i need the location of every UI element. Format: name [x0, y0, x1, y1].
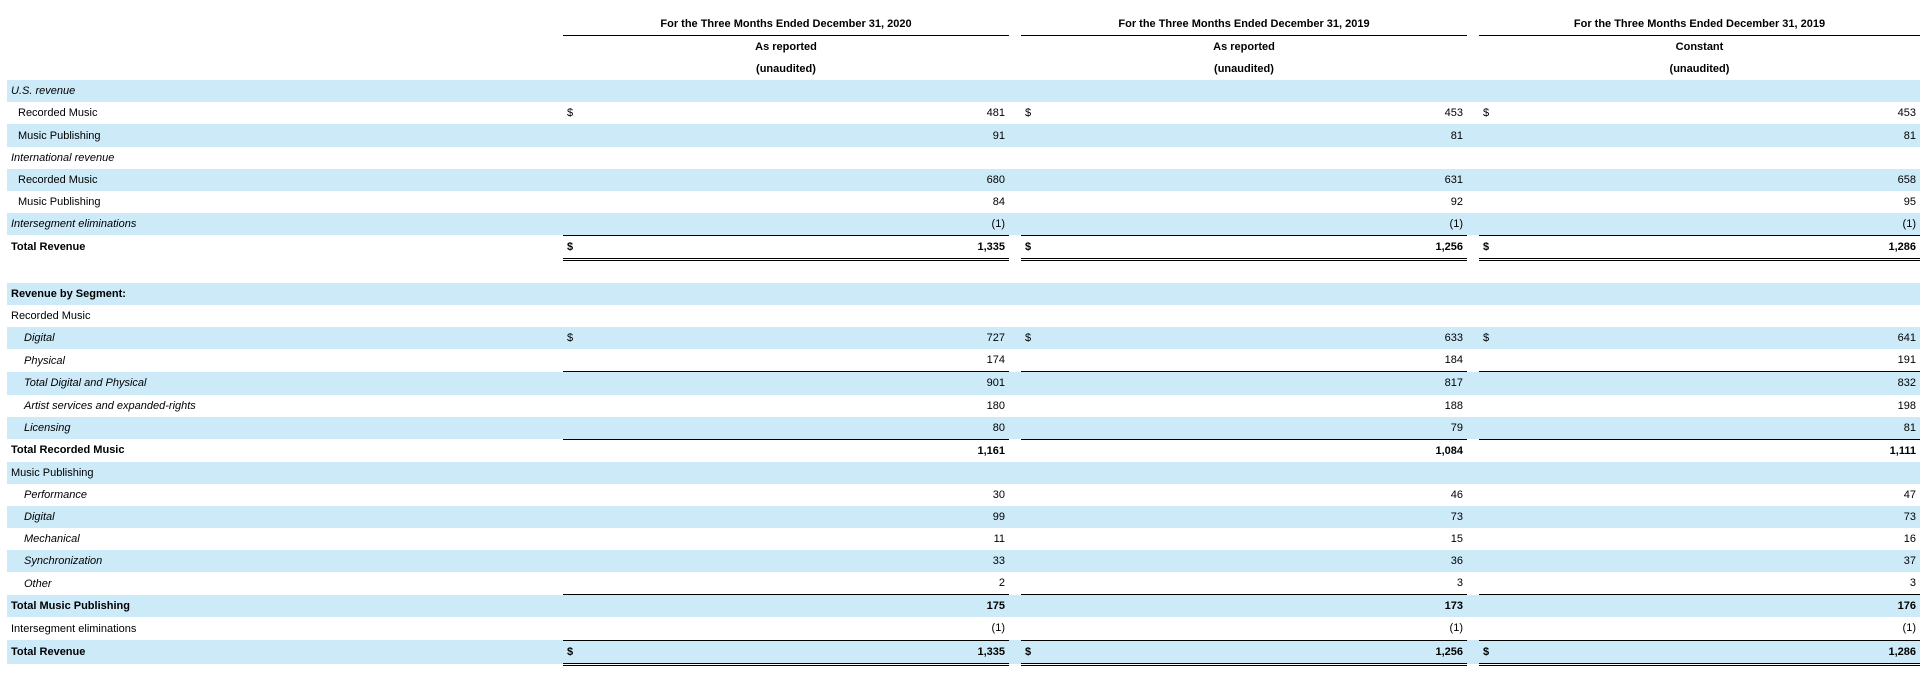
cell-value: 1,084	[1067, 439, 1467, 462]
table-row	[7, 462, 1920, 484]
col-header-note: (unaudited)	[756, 63, 816, 76]
currency-symbol: $	[1025, 107, 1032, 120]
table-body	[7, 80, 1920, 664]
cell-value: 631	[1444, 173, 1463, 186]
cell-value: 188	[1444, 399, 1463, 412]
column-gap	[1009, 484, 1021, 506]
row-label: Total Music Publishing	[11, 600, 130, 613]
column-gap	[1009, 572, 1021, 595]
currency-symbol	[1479, 372, 1525, 395]
cell-value	[1067, 283, 1467, 305]
currency-symbol: $	[563, 640, 609, 664]
currency-symbol: $	[567, 332, 574, 345]
currency-symbol	[1479, 80, 1525, 102]
currency-symbol	[1021, 305, 1067, 327]
cell-value	[609, 147, 1009, 169]
row-label: Total Revenue	[11, 646, 86, 659]
row-label: Performance	[24, 488, 87, 501]
col-header-basis: As reported	[755, 41, 817, 54]
column-gap	[1467, 484, 1479, 506]
table-row	[7, 283, 1920, 305]
cell-value	[609, 305, 1009, 327]
cell-value	[609, 462, 1009, 484]
cell-value: 47	[1903, 488, 1916, 501]
column-gap	[1009, 417, 1021, 440]
table-row	[7, 260, 1920, 284]
column-gap	[1009, 372, 1021, 395]
header-period-row	[7, 13, 1920, 36]
column-gap	[1467, 213, 1479, 236]
currency-symbol	[1021, 191, 1067, 213]
row-label: Intersegment eliminations	[11, 218, 137, 231]
column-gap	[1009, 191, 1021, 213]
column-gap	[1467, 439, 1479, 462]
column-gap	[1467, 191, 1479, 213]
column-gap	[1467, 528, 1479, 550]
col-header-period: For the Three Months Ended December 31, 2020	[563, 13, 1009, 36]
currency-symbol	[1479, 283, 1525, 305]
table-row	[7, 349, 1920, 372]
currency-symbol	[1479, 147, 1525, 169]
column-gap	[1467, 327, 1479, 349]
column-gap	[1467, 595, 1479, 618]
column-gap	[1009, 617, 1021, 640]
currency-symbol	[1479, 124, 1525, 146]
row-label: Physical	[24, 354, 65, 367]
table-row	[7, 305, 1920, 327]
cell-value	[1067, 462, 1467, 484]
row-label: Recorded Music	[11, 310, 91, 323]
cell-value: 1,161	[609, 439, 1009, 462]
currency-symbol	[1021, 506, 1067, 528]
table-row	[7, 395, 1920, 417]
cell-value: 174	[986, 354, 1005, 367]
cell-value	[1525, 305, 1920, 327]
cell-value: 901	[609, 372, 1009, 395]
row-label: Digital	[24, 332, 55, 345]
column-gap	[1009, 528, 1021, 550]
currency-symbol	[563, 528, 609, 550]
cell-value	[609, 283, 1009, 305]
column-gap	[1467, 260, 1479, 284]
currency-symbol	[1021, 595, 1067, 618]
currency-symbol	[1479, 417, 1525, 440]
cell-value: (1)	[1902, 217, 1916, 230]
currency-symbol	[563, 617, 609, 640]
table-row	[7, 640, 1920, 664]
currency-symbol	[563, 283, 609, 305]
cell-value: 1,286	[1525, 640, 1920, 664]
currency-symbol	[563, 372, 609, 395]
cell-value: 1,256	[1067, 235, 1467, 259]
row-label: Licensing	[24, 421, 71, 434]
column-gap	[1009, 395, 1021, 417]
column-gap	[1009, 640, 1021, 664]
column-gap	[1467, 349, 1479, 372]
column-gap	[1009, 260, 1021, 284]
cell-value: (1)	[1902, 622, 1916, 635]
currency-symbol: $	[1025, 332, 1032, 345]
cell-value: 3	[1456, 577, 1463, 590]
cell-value: 184	[1444, 354, 1463, 367]
column-gap	[1009, 327, 1021, 349]
currency-symbol	[563, 349, 609, 372]
cell-value: 175	[609, 595, 1009, 618]
column-gap	[1009, 349, 1021, 372]
column-gap	[1467, 102, 1479, 124]
cell-value: (1)	[991, 622, 1005, 635]
cell-value: 2	[998, 577, 1005, 590]
currency-symbol: $	[563, 235, 609, 259]
cell-value: 73	[1450, 511, 1463, 524]
col-header-period: For the Three Months Ended December 31, 2019	[1021, 13, 1467, 36]
cell-value	[1525, 260, 1920, 284]
currency-symbol: $	[1483, 107, 1490, 120]
cell-value: (1)	[991, 217, 1005, 230]
cell-value: 37	[1903, 555, 1916, 568]
currency-symbol	[1021, 260, 1067, 284]
currency-symbol	[1021, 124, 1067, 146]
currency-symbol	[563, 260, 609, 284]
row-label: Revenue by Segment:	[11, 288, 126, 301]
table-row	[7, 124, 1920, 146]
cell-value: 633	[1444, 332, 1463, 345]
column-gap	[1009, 550, 1021, 572]
currency-symbol	[1021, 528, 1067, 550]
currency-symbol: $	[1021, 235, 1067, 259]
row-label: Recorded Music	[18, 173, 98, 186]
row-label: Other	[24, 577, 52, 590]
row-label: Artist services and expanded-rights	[24, 399, 196, 412]
currency-symbol	[1479, 550, 1525, 572]
currency-symbol	[563, 506, 609, 528]
currency-symbol: $	[1021, 640, 1067, 664]
column-gap	[1467, 395, 1479, 417]
cell-value: 99	[992, 511, 1005, 524]
column-gap	[1009, 439, 1021, 462]
currency-symbol	[1479, 572, 1525, 595]
cell-value	[1067, 305, 1467, 327]
currency-symbol	[1479, 349, 1525, 372]
cell-value: 15	[1450, 533, 1463, 546]
cell-value: 16	[1903, 533, 1916, 546]
row-label: Recorded Music	[18, 107, 98, 120]
column-gap	[1467, 550, 1479, 572]
currency-symbol	[563, 395, 609, 417]
cell-value	[1525, 462, 1920, 484]
row-label: Mechanical	[24, 533, 80, 546]
row-label: Total Digital and Physical	[24, 377, 147, 390]
currency-symbol	[1479, 462, 1525, 484]
cell-value: 91	[992, 129, 1005, 142]
cell-value: 11	[993, 533, 1005, 546]
currency-symbol	[1479, 617, 1525, 640]
currency-symbol	[1021, 550, 1067, 572]
column-gap	[1467, 372, 1479, 395]
col-header-note: (unaudited)	[1214, 63, 1274, 76]
cell-value: 1,286	[1525, 235, 1920, 259]
revenue-table	[7, 13, 1920, 666]
cell-value: 658	[1897, 173, 1916, 186]
currency-symbol	[1021, 395, 1067, 417]
currency-symbol	[1021, 80, 1067, 102]
column-gap	[1009, 213, 1021, 236]
cell-value: 176	[1525, 595, 1920, 618]
column-gap	[1009, 305, 1021, 327]
cell-value: 1,111	[1525, 439, 1920, 462]
cell-value: 80	[992, 421, 1005, 434]
currency-symbol	[1479, 213, 1525, 236]
currency-symbol	[1021, 283, 1067, 305]
cell-value: 481	[986, 107, 1005, 120]
currency-symbol	[563, 213, 609, 236]
table-row	[7, 595, 1920, 618]
header-note-row	[7, 58, 1920, 80]
cell-value: 81	[1903, 129, 1916, 142]
currency-symbol	[1021, 147, 1067, 169]
cell-value	[1525, 147, 1920, 169]
row-label: U.S. revenue	[11, 85, 76, 98]
col-header-period: For the Three Months Ended December 31, 2019	[1479, 13, 1920, 36]
cell-value: 817	[1067, 372, 1467, 395]
cell-value: 79	[1450, 421, 1463, 434]
cell-value: 1,335	[609, 235, 1009, 259]
cell-value: 641	[1897, 332, 1916, 345]
column-gap	[1467, 305, 1479, 327]
table-row	[7, 102, 1920, 124]
row-label	[7, 260, 563, 284]
column-gap	[1009, 506, 1021, 528]
currency-symbol: $	[1479, 235, 1525, 259]
table-row	[7, 572, 1920, 595]
table-row	[7, 417, 1920, 440]
currency-symbol: $	[567, 107, 574, 120]
col-header-basis: Constant	[1675, 41, 1724, 54]
currency-symbol	[1479, 260, 1525, 284]
cell-value	[1525, 283, 1920, 305]
column-gap	[1467, 80, 1479, 102]
row-label: Digital	[24, 511, 55, 524]
currency-symbol	[563, 417, 609, 440]
table-row	[7, 327, 1920, 349]
column-gap	[1467, 506, 1479, 528]
cell-value: 84	[992, 195, 1005, 208]
row-label: Synchronization	[24, 555, 103, 568]
currency-symbol	[563, 462, 609, 484]
cell-value	[1525, 80, 1920, 102]
cell-value: 727	[986, 332, 1005, 345]
cell-value: 3	[1909, 577, 1916, 590]
currency-symbol	[1479, 305, 1525, 327]
currency-symbol	[563, 80, 609, 102]
currency-symbol	[563, 550, 609, 572]
column-gap	[1467, 617, 1479, 640]
table-row	[7, 169, 1920, 191]
currency-symbol	[563, 305, 609, 327]
table-row	[7, 80, 1920, 102]
table-row	[7, 213, 1920, 236]
column-gap	[1467, 640, 1479, 664]
currency-symbol	[563, 572, 609, 595]
table-row	[7, 617, 1920, 640]
currency-symbol	[1021, 349, 1067, 372]
currency-symbol: $	[1483, 332, 1490, 345]
row-label: Music Publishing	[11, 466, 94, 479]
column-gap	[1467, 235, 1479, 259]
table-row	[7, 550, 1920, 572]
cell-value: 46	[1450, 488, 1463, 501]
row-label: International revenue	[11, 151, 115, 164]
row-label: Intersegment eliminations	[11, 622, 137, 635]
column-gap	[1467, 147, 1479, 169]
currency-symbol	[1479, 595, 1525, 618]
cell-value: 453	[1897, 107, 1916, 120]
cell-value: 198	[1897, 399, 1916, 412]
currency-symbol	[1021, 417, 1067, 440]
currency-symbol	[1479, 395, 1525, 417]
cell-value: 92	[1450, 195, 1463, 208]
currency-symbol	[563, 147, 609, 169]
cell-value: 33	[992, 555, 1005, 568]
row-label: Total Revenue	[11, 241, 86, 254]
currency-symbol	[563, 124, 609, 146]
column-gap	[1009, 124, 1021, 146]
currency-symbol	[563, 191, 609, 213]
column-gap	[1467, 417, 1479, 440]
cell-value: 173	[1067, 595, 1467, 618]
cell-value	[1067, 80, 1467, 102]
table-row	[7, 235, 1920, 259]
column-gap	[1009, 169, 1021, 191]
currency-symbol	[1021, 617, 1067, 640]
currency-symbol	[1021, 372, 1067, 395]
column-gap	[1009, 80, 1021, 102]
column-gap	[1467, 462, 1479, 484]
currency-symbol: $	[1479, 640, 1525, 664]
cell-value: 180	[986, 399, 1005, 412]
currency-symbol	[1479, 506, 1525, 528]
currency-symbol	[1021, 484, 1067, 506]
currency-symbol	[563, 439, 609, 462]
column-gap	[1009, 283, 1021, 305]
currency-symbol	[1021, 439, 1067, 462]
row-label: Total Recorded Music	[11, 444, 125, 457]
cell-value: 95	[1903, 195, 1916, 208]
cell-value: 81	[1450, 129, 1463, 142]
cell-value	[1067, 147, 1467, 169]
column-gap	[1467, 572, 1479, 595]
cell-value: 1,256	[1067, 640, 1467, 664]
column-gap	[1009, 235, 1021, 259]
currency-symbol	[1479, 528, 1525, 550]
currency-symbol	[1021, 213, 1067, 236]
table-row	[7, 528, 1920, 550]
cell-value: (1)	[1449, 622, 1463, 635]
column-gap	[1009, 147, 1021, 169]
cell-value	[609, 80, 1009, 102]
column-gap	[1009, 595, 1021, 618]
currency-symbol	[563, 484, 609, 506]
header-basis-row	[7, 36, 1920, 59]
column-gap	[1467, 124, 1479, 146]
col-header-basis: As reported	[1213, 41, 1275, 54]
currency-symbol	[563, 595, 609, 618]
column-gap	[1467, 169, 1479, 191]
currency-symbol	[1479, 439, 1525, 462]
column-gap	[1009, 102, 1021, 124]
currency-symbol	[1021, 572, 1067, 595]
cell-value	[1067, 260, 1467, 284]
currency-symbol	[1479, 484, 1525, 506]
currency-symbol	[1021, 169, 1067, 191]
cell-value	[609, 260, 1009, 284]
table-row	[7, 372, 1920, 395]
cell-value: 73	[1903, 511, 1916, 524]
cell-value: 832	[1525, 372, 1920, 395]
row-label: Music Publishing	[18, 195, 101, 208]
currency-symbol	[563, 169, 609, 191]
cell-value: (1)	[1449, 217, 1463, 230]
cell-value: 453	[1444, 107, 1463, 120]
row-label: Music Publishing	[18, 129, 101, 142]
table-row	[7, 506, 1920, 528]
cell-value: 1,335	[609, 640, 1009, 664]
column-gap	[1009, 462, 1021, 484]
cell-value: 680	[986, 173, 1005, 186]
currency-symbol	[1021, 462, 1067, 484]
table-row	[7, 439, 1920, 462]
table-row	[7, 147, 1920, 169]
cell-value: 191	[1897, 354, 1916, 367]
currency-symbol	[1479, 169, 1525, 191]
col-header-note: (unaudited)	[1669, 63, 1730, 76]
currency-symbol	[1479, 191, 1525, 213]
table-row	[7, 191, 1920, 213]
table-row	[7, 484, 1920, 506]
column-gap	[1467, 283, 1479, 305]
cell-value: 81	[1903, 421, 1916, 434]
cell-value: 36	[1450, 555, 1463, 568]
cell-value: 30	[992, 488, 1005, 501]
